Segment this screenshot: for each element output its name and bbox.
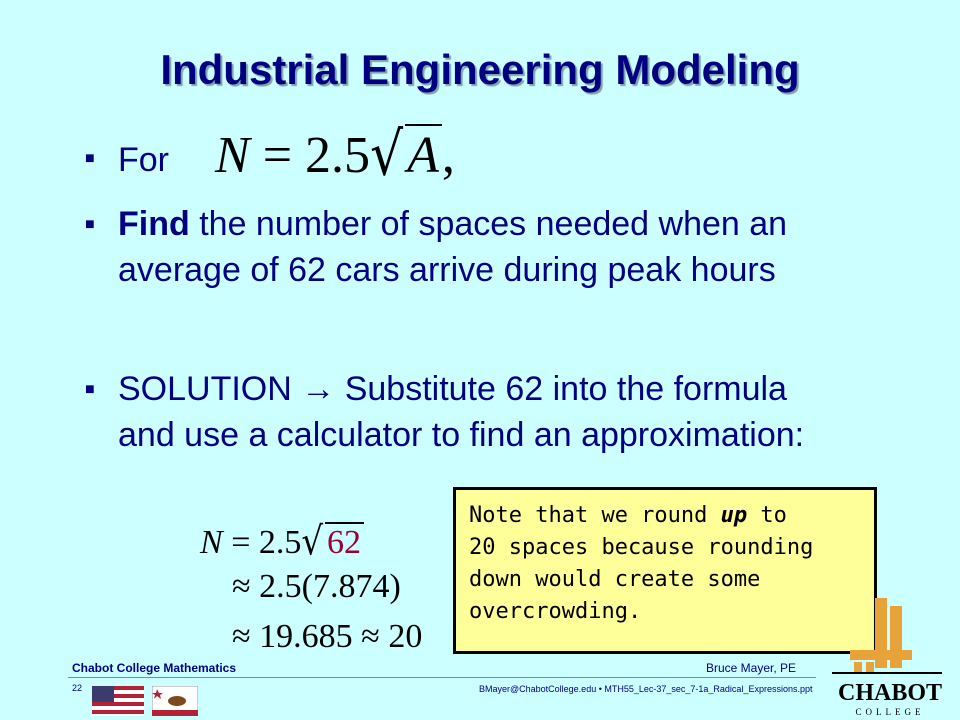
step-1-lhs: N xyxy=(200,524,223,561)
logo-text: CHABOT xyxy=(837,680,943,706)
step-3-result: 20 xyxy=(388,618,423,655)
sqrt-icon: √ xyxy=(301,519,324,565)
bullet-2-text xyxy=(118,201,818,293)
logo-subtext: COLLEGE xyxy=(855,707,925,717)
step-1-radicand: 62 xyxy=(325,522,364,562)
footer-left: Chabot College Mathematics xyxy=(72,661,237,675)
note-post: to 20 spaces because rounding down would create some overcrowding. xyxy=(469,503,814,624)
note-pre: Note that we round xyxy=(469,503,721,528)
bullet-2-rest: the number of spaces needed when an average of 62 cars arrive during peak hours xyxy=(118,205,788,289)
step-3-op: ≈ xyxy=(232,618,251,655)
footer-divider xyxy=(68,677,816,678)
us-flag-icon xyxy=(92,686,144,716)
note-emphasis: up xyxy=(720,503,748,528)
step-2-op: ≈ xyxy=(232,568,251,605)
formula-coef: 2.5 xyxy=(305,127,371,184)
step-3-expr: 19.685 xyxy=(259,618,353,655)
bullet-3-text: SOLUTION → Substitute 62 into the formula and use a calculator to find an approximation: xyxy=(118,370,805,454)
bullet-marker: ■ xyxy=(85,150,95,167)
formula-trail: , xyxy=(441,127,455,184)
step-1-op: = xyxy=(231,524,251,561)
step-2 xyxy=(232,568,401,606)
bullet-2-bold: Find xyxy=(118,205,190,243)
step-3 xyxy=(232,618,422,656)
formula xyxy=(215,120,455,190)
chabot-college-logo xyxy=(820,598,960,720)
page-number: 22 xyxy=(72,683,83,693)
california-flag-icon xyxy=(152,686,198,716)
slide-title: Industrial Engineering Modeling xyxy=(160,46,800,93)
step-3-op2: ≈ xyxy=(361,618,380,655)
footer-file: BMayer@ChabotCollege.edu • MTH55_Lec-37_sec_7-1a_Radical_Expressions.ppt xyxy=(479,684,813,694)
formula-eq: = xyxy=(262,127,293,184)
sqrt-icon: √ xyxy=(370,120,404,190)
note-box xyxy=(453,487,877,654)
footer-right: Bruce Mayer, PE xyxy=(706,661,797,675)
formula-var: A xyxy=(407,127,439,184)
bullet-marker: ■ xyxy=(85,381,95,398)
step-2-expr: 2.5(7.874) xyxy=(259,568,401,605)
bullet-1-text: For xyxy=(118,141,169,179)
bullet-marker: ■ xyxy=(85,216,95,233)
formula-lhs: N xyxy=(215,127,250,184)
step-1-coef: 2.5 xyxy=(258,524,302,561)
step-1 xyxy=(200,519,364,565)
